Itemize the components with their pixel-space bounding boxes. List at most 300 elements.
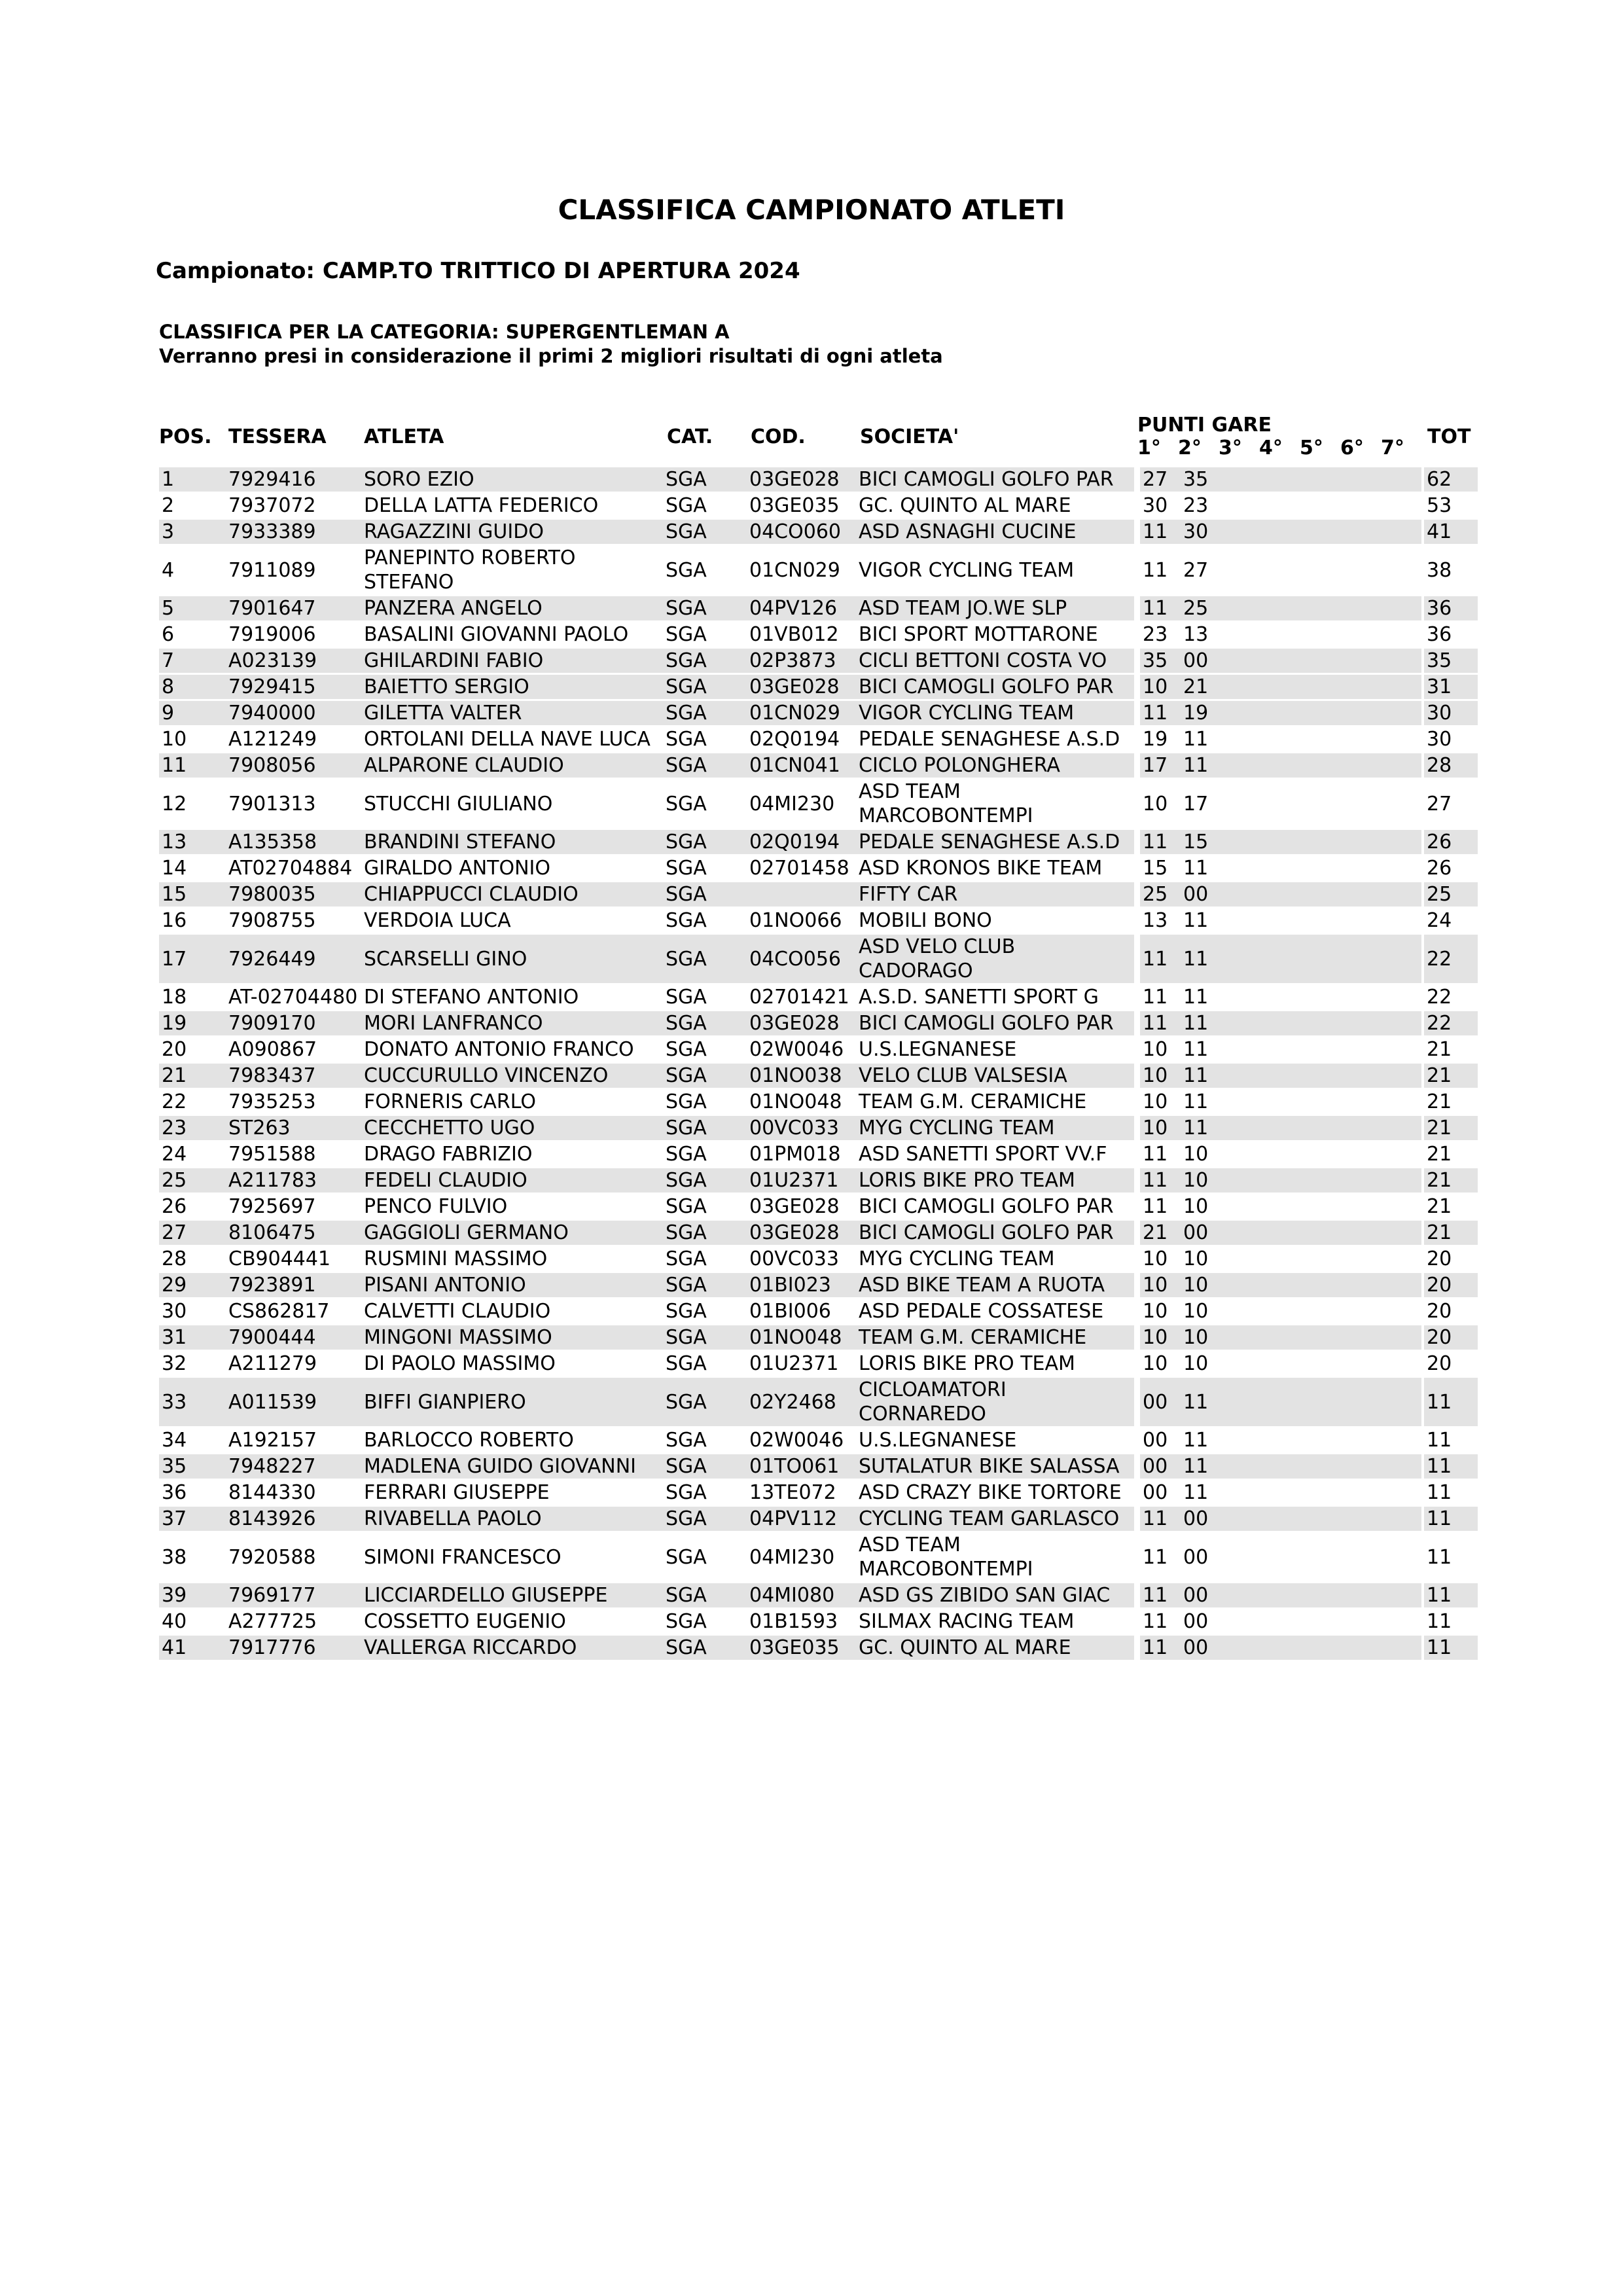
row-tot: 21: [1427, 1090, 1452, 1113]
table-row: [159, 1378, 1478, 1426]
row-points: [1140, 1583, 1421, 1607]
table-row: [159, 1533, 1478, 1581]
row-cat: SGA: [666, 1545, 707, 1569]
race-2-points: 11: [1183, 1481, 1209, 1504]
row-cat: SGA: [666, 986, 707, 1009]
race-2-points: 00: [1183, 1610, 1209, 1633]
header-pos: POS.: [159, 425, 212, 448]
row-points: [1140, 520, 1421, 544]
row-pos: 25: [159, 1168, 226, 1193]
row-points: [1140, 780, 1421, 828]
row-points: [1140, 1064, 1421, 1088]
table-row: [159, 1142, 1478, 1166]
table-row: [159, 1037, 1478, 1062]
row-cod: [747, 882, 856, 906]
row-points: [1140, 1142, 1421, 1166]
row-points: [1140, 1194, 1421, 1219]
row-cod: 03GE028: [749, 1195, 840, 1218]
row-points: [1140, 622, 1421, 647]
race-1-points: 11: [1143, 1195, 1168, 1218]
row-cod: 02Q0194: [749, 728, 840, 751]
row-atleta: CUCCURULLO VINCENZO: [361, 1064, 663, 1088]
row-atleta: DI PAOLO MASSIMO: [364, 1352, 556, 1375]
row-cat: SGA: [663, 882, 747, 906]
row-points: [1140, 1221, 1421, 1245]
row-tot: 36: [1424, 596, 1478, 620]
row-societa: SUTALATUR BIKE SALASSA: [856, 1454, 1134, 1479]
row-cod: 04MI230: [749, 792, 835, 816]
race-2-points: 27: [1183, 558, 1209, 582]
row-points: [1140, 1273, 1421, 1297]
row-cat: SGA: [666, 909, 707, 932]
table-row: [159, 780, 1478, 828]
header-atleta: ATLETA: [364, 425, 444, 448]
race-1-points: 11: [1143, 1584, 1168, 1607]
table-row: [159, 1583, 1478, 1607]
row-tot: 30: [1424, 701, 1478, 725]
row-gap: [1134, 596, 1140, 620]
row-cod: 01VB012: [749, 623, 839, 646]
row-pos: 2: [162, 494, 175, 517]
row-societa: PEDALE SENAGHESE A.S.D: [856, 830, 1134, 854]
row-atleta: SORO EZIO: [361, 467, 663, 492]
row-pos: 19: [159, 1011, 226, 1035]
table-row: [159, 675, 1478, 699]
row-gap: [1134, 856, 1140, 880]
race-2-points: 10: [1183, 1326, 1209, 1349]
row-points: [1140, 1090, 1421, 1114]
row-societa: ASD ASNAGHI CUCINE: [856, 520, 1134, 544]
header-race-7: 7°: [1381, 437, 1404, 459]
table-row: [159, 622, 1478, 647]
row-societa: ASD CRAZY BIKE TORTORE: [859, 1481, 1122, 1504]
row-pos: 21: [159, 1064, 226, 1088]
row-societa: FIFTY CAR: [856, 882, 1134, 906]
race-2-points: 00: [1183, 1507, 1209, 1530]
row-atleta: STUCCHI GIULIANO: [364, 792, 553, 816]
row-points: [1140, 753, 1421, 778]
row-tessera: 7948227: [226, 1454, 361, 1479]
row-societa: CICLOAMATORI CORNAREDO: [856, 1378, 1134, 1426]
row-cat: SGA: [663, 1507, 747, 1531]
race-2-points: 00: [1183, 1545, 1209, 1569]
table-row: [159, 908, 1478, 933]
row-societa: PEDALE SENAGHESE A.S.D: [859, 728, 1120, 751]
row-cat: SGA: [663, 1454, 747, 1479]
row-pos: 33: [159, 1378, 226, 1426]
row-tot: 21: [1427, 1038, 1452, 1061]
row-pos: 3: [159, 520, 226, 544]
row-tot: 41: [1424, 520, 1478, 544]
race-1-points: 00: [1143, 1455, 1168, 1478]
row-atleta: COSSETTO EUGENIO: [364, 1610, 566, 1633]
table-row: [159, 493, 1478, 518]
row-atleta: GIRALDO ANTONIO: [364, 857, 551, 880]
row-tessera: 7969177: [226, 1583, 361, 1607]
header-tessera: TESSERA: [228, 425, 327, 448]
race-2-points: 11: [1183, 1090, 1209, 1113]
row-societa: MYG CYCLING TEAM: [856, 1116, 1134, 1140]
row-cat: SGA: [666, 1610, 707, 1633]
row-gap: [1134, 1378, 1140, 1426]
row-gap: [1134, 1480, 1140, 1505]
row-cod: 04MI230: [749, 1545, 835, 1569]
table-row: [159, 985, 1478, 1009]
row-tot: 27: [1427, 792, 1452, 816]
row-gap: [1134, 649, 1140, 673]
row-points: [1140, 856, 1421, 880]
row-societa: U.S.LEGNANESE: [859, 1038, 1017, 1061]
row-points: [1140, 1037, 1421, 1062]
race-2-points: 30: [1183, 520, 1209, 543]
race-2-points: 11: [1183, 857, 1209, 880]
row-cat: SGA: [666, 1143, 707, 1166]
header-race-6: 6°: [1340, 437, 1364, 459]
race-1-points: 11: [1143, 1143, 1168, 1166]
race-1-points: 21: [1143, 1221, 1168, 1244]
row-pos: 20: [162, 1038, 187, 1061]
row-atleta: ALPARONE CLAUDIO: [361, 753, 663, 778]
row-points: [1140, 467, 1421, 492]
race-1-points: 00: [1143, 1429, 1168, 1452]
table-row: [159, 882, 1478, 906]
table-row: [159, 1480, 1478, 1505]
row-gap: [1134, 675, 1140, 699]
row-atleta: GHILARDINI FABIO: [361, 649, 663, 673]
row-atleta: SCARSELLI GINO: [361, 935, 663, 983]
row-atleta: GAGGIOLI GERMANO: [361, 1221, 663, 1245]
row-cod: 00VC033: [747, 1116, 856, 1140]
race-2-points: 21: [1183, 675, 1209, 698]
row-gap: [1134, 1168, 1140, 1193]
row-tot: 22: [1427, 986, 1452, 1009]
row-pos: 10: [162, 728, 187, 751]
row-societa: VIGOR CYCLING TEAM: [859, 558, 1075, 582]
race-2-points: 00: [1183, 1636, 1209, 1659]
row-tessera: 7925697: [228, 1195, 316, 1218]
row-societa: ASD TEAM JO.WE SLP: [856, 596, 1134, 620]
row-tessera: 7919006: [228, 623, 316, 646]
row-points: [1140, 1609, 1421, 1634]
header-race-3: 3°: [1219, 437, 1242, 459]
race-2-points: 11: [1183, 1117, 1209, 1139]
row-pos: 39: [159, 1583, 226, 1607]
row-gap: [1134, 1090, 1140, 1114]
header-punti-gare: PUNTI GARE: [1137, 414, 1272, 437]
row-cat: SGA: [663, 649, 747, 673]
row-tessera: 7901313: [228, 792, 316, 816]
race-2-points: 15: [1183, 831, 1209, 853]
row-tessera: 7980035: [226, 882, 361, 906]
row-tessera: 7917776: [226, 1636, 361, 1660]
row-cat: SGA: [663, 1064, 747, 1088]
row-tot: 21: [1427, 1143, 1452, 1166]
row-gap: [1134, 1194, 1140, 1219]
row-cat: SGA: [663, 1168, 747, 1193]
row-societa: BICI CAMOGLI GOLFO PAR: [856, 1011, 1134, 1035]
row-societa: BICI CAMOGLI GOLFO PAR: [859, 1195, 1114, 1218]
race-1-points: 19: [1143, 728, 1168, 751]
row-tessera: 7951588: [228, 1143, 316, 1166]
table-row: [159, 546, 1478, 594]
row-tot: 24: [1427, 909, 1452, 932]
row-cat: SGA: [663, 830, 747, 854]
row-societa: VIGOR CYCLING TEAM: [856, 701, 1134, 725]
table-row: [159, 1428, 1478, 1452]
row-cat: SGA: [663, 1378, 747, 1426]
row-points: [1140, 1480, 1421, 1505]
row-societa: ASD TEAM MARCOBONTEMPI: [859, 780, 1033, 827]
row-gap: [1134, 985, 1140, 1009]
row-tot: 28: [1424, 753, 1478, 778]
row-atleta: SIMONI FRANCESCO: [364, 1545, 562, 1569]
row-gap: [1134, 1454, 1140, 1479]
table-row: [159, 1352, 1478, 1376]
row-gap: [1134, 830, 1140, 854]
row-cod: 01B1593: [749, 1610, 838, 1633]
row-cat: SGA: [666, 1247, 707, 1270]
row-societa: BICI CAMOGLI GOLFO PAR: [856, 675, 1134, 699]
row-cat: SGA: [666, 1038, 707, 1061]
table-row: [159, 1636, 1478, 1660]
row-gap: [1134, 1507, 1140, 1531]
row-cat: SGA: [666, 792, 707, 816]
row-cod: 01BI006: [749, 1300, 831, 1323]
race-2-points: 00: [1183, 1221, 1209, 1244]
row-societa: MOBILI BONO: [859, 909, 992, 932]
race-2-points: 11: [1183, 909, 1209, 932]
row-cat: SGA: [663, 1116, 747, 1140]
header-race-5: 5°: [1300, 437, 1323, 459]
row-atleta: PENCO FULVIO: [364, 1195, 508, 1218]
row-pos: 31: [159, 1325, 226, 1350]
row-tessera: A011539: [226, 1378, 361, 1426]
row-points: [1140, 935, 1421, 983]
row-atleta: PANZERA ANGELO: [361, 596, 663, 620]
row-cat: SGA: [666, 1429, 707, 1452]
row-gap: [1134, 780, 1140, 828]
row-points: [1140, 1299, 1421, 1323]
row-tot: 31: [1424, 675, 1478, 699]
row-atleta: VERDOIA LUCA: [364, 909, 511, 932]
race-2-points: 13: [1183, 623, 1209, 646]
row-gap: [1134, 1609, 1140, 1634]
row-tot: 25: [1424, 882, 1478, 906]
row-cod: 01NO038: [747, 1064, 856, 1088]
race-1-points: 25: [1143, 883, 1168, 906]
row-points: [1140, 1378, 1421, 1426]
row-atleta: ORTOLANI DELLA NAVE LUCA: [364, 728, 651, 751]
race-1-points: 11: [1143, 597, 1168, 620]
table-row: [159, 520, 1478, 544]
row-cod: 01CN029: [749, 558, 840, 582]
race-1-points: 11: [1143, 1012, 1168, 1035]
row-cat: SGA: [666, 1352, 707, 1375]
row-tot: 20: [1427, 1247, 1452, 1270]
row-points: [1140, 675, 1421, 699]
row-cat: SGA: [666, 1090, 707, 1113]
race-1-points: 11: [1143, 1610, 1168, 1633]
row-cod: 04PV112: [747, 1507, 856, 1531]
race-1-points: 00: [1143, 1481, 1168, 1504]
row-cat: SGA: [666, 558, 707, 582]
table-row: [159, 1299, 1478, 1323]
row-cod: 00VC033: [749, 1247, 839, 1270]
row-societa: ASD BIKE TEAM A RUOTA: [856, 1273, 1134, 1297]
row-tot: 20: [1427, 1352, 1452, 1375]
row-cat: SGA: [663, 1011, 747, 1035]
row-atleta: CHIAPPUCCI CLAUDIO: [361, 882, 663, 906]
row-tessera: CS862817: [228, 1300, 330, 1323]
table-row: [159, 1454, 1478, 1479]
table-row: [159, 1247, 1478, 1271]
row-pos: 35: [159, 1454, 226, 1479]
race-1-points: 11: [1143, 831, 1168, 853]
row-atleta: GILETTA VALTER: [361, 701, 663, 725]
row-gap: [1134, 1116, 1140, 1140]
row-cat: SGA: [663, 1325, 747, 1350]
row-tot: 21: [1427, 1195, 1452, 1218]
row-tot: 20: [1424, 1325, 1478, 1350]
row-cat: SGA: [666, 857, 707, 880]
row-gap: [1134, 1273, 1140, 1297]
race-2-points: 10: [1183, 1352, 1209, 1375]
row-pos: 37: [159, 1507, 226, 1531]
row-pos: 28: [162, 1247, 187, 1270]
table-row: [159, 935, 1478, 983]
row-tot: 21: [1424, 1221, 1478, 1245]
row-cod: 03GE028: [747, 1221, 856, 1245]
race-1-points: 30: [1143, 494, 1168, 517]
row-tessera: A211783: [226, 1168, 361, 1193]
row-pos: 18: [162, 986, 187, 1009]
championship-name: Campionato: CAMP.TO TRITTICO DI APERTURA 2024: [156, 258, 800, 284]
row-pos: 14: [162, 857, 187, 880]
row-tot: 26: [1427, 857, 1452, 880]
row-atleta: BARLOCCO ROBERTO: [364, 1429, 574, 1452]
row-atleta: PISANI ANTONIO: [361, 1273, 663, 1297]
row-cod: 02W0046: [749, 1038, 844, 1061]
row-pos: 41: [159, 1636, 226, 1660]
row-pos: 16: [162, 909, 187, 932]
row-cat: SGA: [663, 935, 747, 983]
table-row: [159, 753, 1478, 778]
row-tessera: 7909170: [226, 1011, 361, 1035]
row-societa: ASD TEAM MARCOBONTEMPI: [859, 1534, 1033, 1581]
row-points: [1140, 649, 1421, 673]
row-cod: 01PM018: [749, 1143, 841, 1166]
row-cat: SGA: [666, 728, 707, 751]
row-points: [1140, 882, 1421, 906]
row-tot: 11: [1427, 1610, 1452, 1633]
race-1-points: 10: [1143, 1300, 1168, 1323]
row-cod: 01TO061: [747, 1454, 856, 1479]
row-atleta: RIVABELLA PAOLO: [361, 1507, 663, 1531]
table-row: [159, 727, 1478, 751]
row-atleta: LICCIARDELLO GIUSEPPE: [361, 1583, 663, 1607]
row-atleta: BRANDINI STEFANO: [361, 830, 663, 854]
row-tessera: 7929416: [226, 467, 361, 492]
row-cod: 01NO066: [749, 909, 842, 932]
race-1-points: 11: [1143, 1636, 1168, 1659]
row-cod: 01U2371: [749, 1352, 839, 1375]
race-2-points: 11: [1183, 947, 1209, 971]
row-points: [1140, 546, 1421, 594]
row-gap: [1134, 1247, 1140, 1271]
race-2-points: 11: [1183, 1455, 1209, 1478]
row-atleta: DONATO ANTONIO FRANCO: [364, 1038, 634, 1061]
header-race-4: 4°: [1259, 437, 1283, 459]
row-cat: SGA: [663, 753, 747, 778]
row-tessera: 7983437: [226, 1064, 361, 1088]
row-cat: SGA: [663, 520, 747, 544]
row-tessera: A121249: [228, 728, 317, 751]
row-pos: 9: [159, 701, 226, 725]
row-tessera: A211279: [228, 1352, 317, 1375]
row-cat: SGA: [666, 1481, 707, 1504]
row-cod: 03GE028: [747, 467, 856, 492]
row-cod: 04PV126: [747, 596, 856, 620]
table-row: [159, 1221, 1478, 1245]
race-2-points: 00: [1183, 1584, 1209, 1607]
row-pos: 8: [159, 675, 226, 699]
row-atleta: CECCHETTO UGO: [361, 1116, 663, 1140]
race-1-points: 11: [1143, 986, 1168, 1009]
row-points: [1140, 701, 1421, 725]
row-pos: 26: [162, 1195, 187, 1218]
row-cat: SGA: [663, 1273, 747, 1297]
row-points: [1140, 493, 1421, 518]
race-2-points: 11: [1183, 1429, 1209, 1452]
row-cod: 01BI023: [747, 1273, 856, 1297]
row-cod: 02Y2468: [747, 1378, 856, 1426]
row-tot: 53: [1427, 494, 1452, 517]
row-points: [1140, 1636, 1421, 1660]
race-2-points: 35: [1183, 468, 1209, 491]
row-cod: 02701421: [749, 986, 849, 1009]
table-row: [159, 596, 1478, 620]
row-tessera: 8106475: [226, 1221, 361, 1245]
row-atleta: RAGAZZINI GUIDO: [361, 520, 663, 544]
race-1-points: 23: [1143, 623, 1168, 646]
row-tot: 11: [1424, 1636, 1478, 1660]
row-tot: 21: [1424, 1116, 1478, 1140]
table-row: [159, 1273, 1478, 1297]
row-tessera: CB904441: [228, 1247, 331, 1270]
row-societa: BICI CAMOGLI GOLFO PAR: [856, 467, 1134, 492]
header-tot: TOT: [1427, 425, 1471, 448]
row-atleta: RUSMINI MASSIMO: [364, 1247, 548, 1270]
ranking-note: Verranno presi in considerazione il primi 2 migliori risultati di ogni atleta: [159, 345, 943, 367]
table-row: [159, 1011, 1478, 1035]
row-pos: 15: [159, 882, 226, 906]
row-atleta: MADLENA GUIDO GIOVANNI: [361, 1454, 663, 1479]
row-cod: 03GE035: [749, 494, 840, 517]
row-gap: [1134, 1221, 1140, 1245]
row-gap: [1134, 520, 1140, 544]
table-row: [159, 830, 1478, 854]
row-tessera: A135358: [226, 830, 361, 854]
row-pos: 12: [162, 792, 187, 816]
row-cod: 04CO060: [747, 520, 856, 544]
row-pos: 34: [162, 1429, 187, 1452]
row-tot: 36: [1427, 623, 1452, 646]
row-tessera: 7937072: [228, 494, 316, 517]
race-1-points: 10: [1143, 1064, 1168, 1087]
row-tessera: 7926449: [226, 935, 361, 983]
row-tot: 22: [1424, 1011, 1478, 1035]
row-gap: [1134, 1142, 1140, 1166]
